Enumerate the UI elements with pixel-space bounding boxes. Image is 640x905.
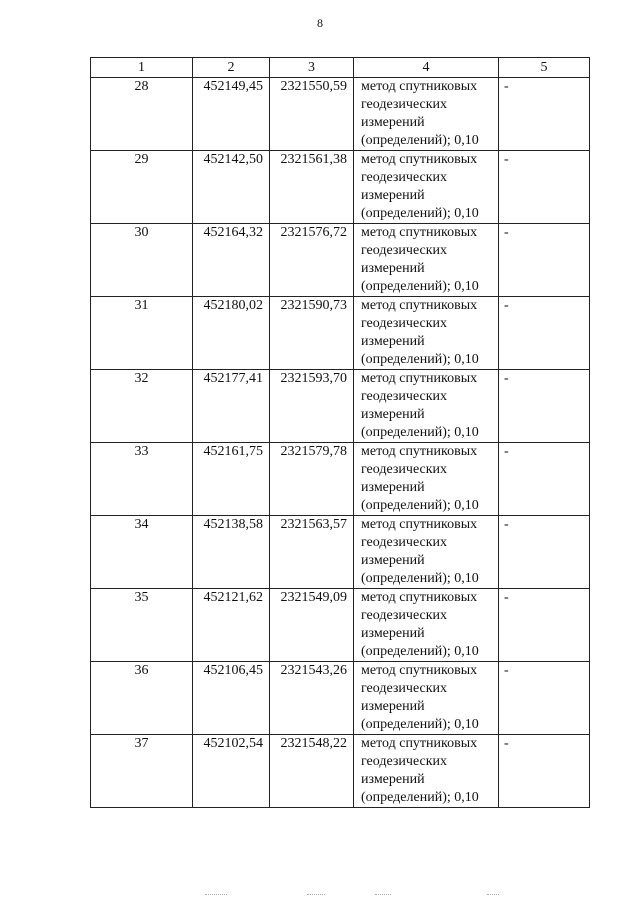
- table-row: [91, 516, 590, 589]
- method-line: (определений); 0,10: [361, 133, 479, 148]
- x-coordinate-cell: 452177,41: [193, 370, 270, 443]
- x-coordinate-cell: 452180,02: [193, 297, 270, 370]
- method-line: метод спутниковых: [361, 371, 478, 386]
- method-line: измерений: [361, 334, 425, 349]
- method-cell: [354, 443, 499, 516]
- note-cell: -: [499, 662, 590, 735]
- y-coordinate-cell: 2321548,22: [270, 735, 354, 808]
- method-line: геодезических: [361, 681, 448, 696]
- method-line: метод спутниковых: [361, 663, 478, 678]
- point-number-cell: 37: [91, 735, 193, 808]
- method-line: измерений: [361, 407, 425, 422]
- method-line: измерений: [361, 699, 425, 714]
- table-row: [91, 443, 590, 516]
- point-number-cell: 36: [91, 662, 193, 735]
- table-row: [91, 151, 590, 224]
- y-coordinate-cell: 2321550,59: [270, 78, 354, 151]
- method-line: метод спутниковых: [361, 590, 478, 605]
- method-line: геодезических: [361, 754, 448, 769]
- method-line: метод спутниковых: [361, 152, 478, 167]
- point-number-cell: 33: [91, 443, 193, 516]
- method-line: метод спутниковых: [361, 444, 478, 459]
- method-line: геодезических: [361, 462, 448, 477]
- point-number-cell: 35: [91, 589, 193, 662]
- method-line: метод спутниковых: [361, 298, 478, 313]
- method-line: измерений: [361, 553, 425, 568]
- note-cell: -: [499, 151, 590, 224]
- x-coordinate-cell: 452142,50: [193, 151, 270, 224]
- method-cell: [354, 662, 499, 735]
- header-cell-1: 1: [91, 58, 193, 78]
- coordinates-table: [90, 57, 590, 808]
- method-line: метод спутниковых: [361, 736, 478, 751]
- method-line: (определений); 0,10: [361, 279, 479, 294]
- table-row: [91, 78, 590, 151]
- y-coordinate-cell: 2321590,73: [270, 297, 354, 370]
- method-line: измерений: [361, 772, 425, 787]
- x-coordinate-cell: 452102,54: [193, 735, 270, 808]
- point-number-cell: 32: [91, 370, 193, 443]
- x-coordinate-cell: 452161,75: [193, 443, 270, 516]
- method-line: (определений); 0,10: [361, 717, 479, 732]
- method-line: (определений); 0,10: [361, 644, 479, 659]
- y-coordinate-cell: 2321579,78: [270, 443, 354, 516]
- table-row: [91, 370, 590, 443]
- x-coordinate-cell: 452106,45: [193, 662, 270, 735]
- table-row: [91, 735, 590, 808]
- method-line: измерений: [361, 626, 425, 641]
- note-cell: -: [499, 589, 590, 662]
- method-line: метод спутниковых: [361, 79, 478, 94]
- method-cell: [354, 151, 499, 224]
- point-number-cell: 28: [91, 78, 193, 151]
- x-coordinate-cell: 452149,45: [193, 78, 270, 151]
- note-cell: -: [499, 735, 590, 808]
- y-coordinate-cell: 2321543,26: [270, 662, 354, 735]
- page-number: 8: [317, 16, 323, 30]
- y-coordinate-cell: 2321561,38: [270, 151, 354, 224]
- method-line: геодезических: [361, 170, 448, 185]
- y-coordinate-cell: 2321563,57: [270, 516, 354, 589]
- method-line: метод спутниковых: [361, 517, 478, 532]
- method-line: (определений); 0,10: [361, 790, 479, 805]
- method-line: геодезических: [361, 608, 448, 623]
- method-line: измерений: [361, 480, 425, 495]
- method-line: измерений: [361, 261, 425, 276]
- y-coordinate-cell: 2321549,09: [270, 589, 354, 662]
- note-cell: -: [499, 443, 590, 516]
- method-line: геодезических: [361, 316, 448, 331]
- method-cell: [354, 224, 499, 297]
- table-row: [91, 297, 590, 370]
- method-cell: [354, 297, 499, 370]
- method-line: геодезических: [361, 243, 448, 258]
- method-line: измерений: [361, 115, 425, 130]
- note-cell: -: [499, 370, 590, 443]
- method-line: метод спутниковых: [361, 225, 478, 240]
- method-line: (определений); 0,10: [361, 352, 479, 367]
- table-row: [91, 589, 590, 662]
- header-cell-4: 4: [354, 58, 499, 78]
- table-row: [91, 224, 590, 297]
- method-cell: [354, 370, 499, 443]
- x-coordinate-cell: 452121,62: [193, 589, 270, 662]
- x-coordinate-cell: 452138,58: [193, 516, 270, 589]
- method-cell: [354, 735, 499, 808]
- note-cell: -: [499, 224, 590, 297]
- point-number-cell: 30: [91, 224, 193, 297]
- scan-artifact-marks: [0, 894, 640, 898]
- point-number-cell: 34: [91, 516, 193, 589]
- point-number-cell: 31: [91, 297, 193, 370]
- method-line: геодезических: [361, 535, 448, 550]
- header-cell-2: 2: [193, 58, 270, 78]
- method-cell: [354, 589, 499, 662]
- note-cell: -: [499, 516, 590, 589]
- method-line: геодезических: [361, 389, 448, 404]
- method-line: измерений: [361, 188, 425, 203]
- header-cell-3: 3: [270, 58, 354, 78]
- method-cell: [354, 516, 499, 589]
- y-coordinate-cell: 2321593,70: [270, 370, 354, 443]
- method-line: (определений); 0,10: [361, 498, 479, 513]
- note-cell: -: [499, 78, 590, 151]
- point-number-cell: 29: [91, 151, 193, 224]
- method-line: геодезических: [361, 97, 448, 112]
- method-line: (определений); 0,10: [361, 571, 479, 586]
- note-cell: -: [499, 297, 590, 370]
- method-line: (определений); 0,10: [361, 206, 479, 221]
- x-coordinate-cell: 452164,32: [193, 224, 270, 297]
- method-cell: [354, 78, 499, 151]
- y-coordinate-cell: 2321576,72: [270, 224, 354, 297]
- method-line: (определений); 0,10: [361, 425, 479, 440]
- table-row: [91, 662, 590, 735]
- table-header-row: [91, 58, 590, 78]
- header-cell-5: 5: [499, 58, 590, 78]
